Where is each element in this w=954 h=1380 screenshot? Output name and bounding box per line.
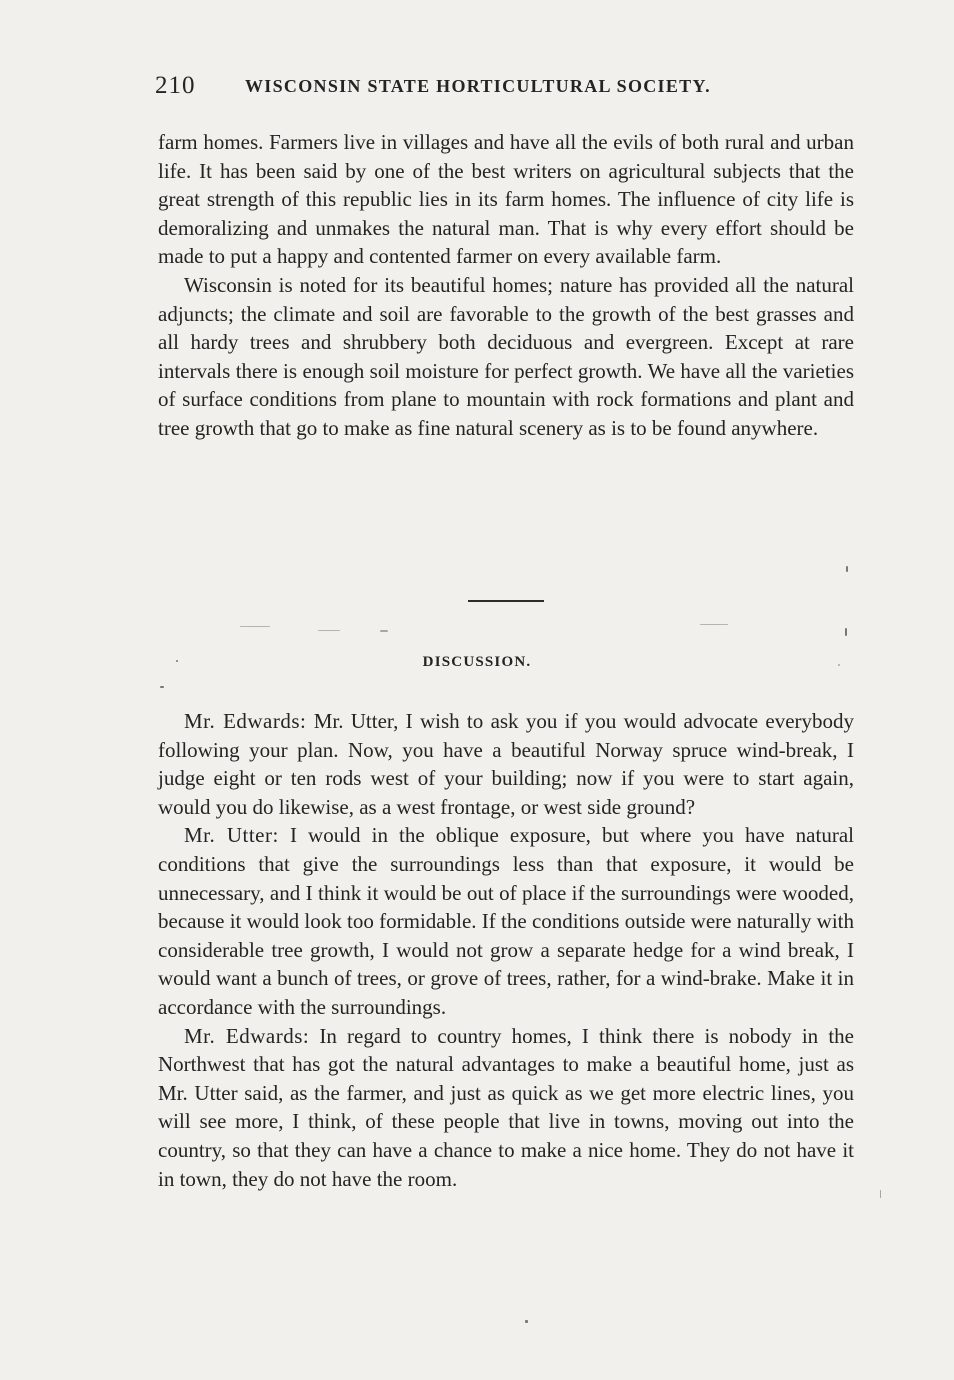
speck xyxy=(318,630,340,631)
speck xyxy=(525,1320,528,1323)
speck xyxy=(380,630,388,632)
speck xyxy=(838,664,840,666)
discussion-exchange xyxy=(158,1022,854,1194)
essay-paragraph: Wisconsin is noted for its beautiful homes; nature has provided all the natural adjuncts; the climate and soil are favorable to the growth of the best grasses and all hardy trees and shrubbery both deciduous and evergreen. Except at rare intervals there is enough soil moisture for perfect growth. We have all the varieties of surface conditions from plane to mountain with rock formations and plant and tree growth that go to make as fine natural scenery as is to be found anywhere. xyxy=(158,272,854,440)
speaker-label: Mr. Utter: xyxy=(184,823,279,848)
speaker-label: Mr. Edwards: xyxy=(184,1023,310,1048)
speaker-label: Mr. Edwards: xyxy=(184,709,307,733)
essay-text xyxy=(158,128,854,443)
speck xyxy=(845,628,847,636)
speck xyxy=(240,626,270,627)
exchange-text: I would in the oblique exposure, but where you have natural conditions that give the surroundings less than that exposure, it would be unnecessary, and I think it would be out of place if the surroundings were wooded, because it would look too formidable. If the conditions outside were naturally with considerable tree growth, I would not grow a separate hedge for a wind break, I would want a bunch of trees, or grove of trees, rather, for a wind-brake. Make it in accordance with the surroundings. xyxy=(158,823,854,1019)
discussion-exchange xyxy=(158,821,854,1021)
speck xyxy=(176,660,178,662)
speck xyxy=(880,1190,881,1198)
essay-paragraph: farm homes. Farmers live in villages and have all the evils of both rural and urban life. It has been said by one of the best writers on agricultural subjects that the great strength of this republic lies in its farm homes. The influence of city life is demoralizing and unmakes the natural man. That is why every effort should be made to put a happy and contented farmer on every available farm. xyxy=(158,130,854,269)
discussion-text xyxy=(158,707,854,1193)
discussion-heading: DISCUSSION. xyxy=(422,654,532,670)
page-number: 210 xyxy=(155,72,196,99)
running-head: WISCONSIN STATE HORTICULTURAL SOCIETY. xyxy=(245,76,711,96)
speck xyxy=(160,686,164,688)
discussion-exchange xyxy=(158,707,854,821)
section-divider xyxy=(468,600,544,602)
speck xyxy=(700,624,728,625)
page-header xyxy=(155,72,855,102)
exchange-text: In regard to country homes, I think there is nobody in the Northwest that has got the natural advantages to make a beautiful home, just as Mr. Utter said, as the farmer, and just as quick as we get more electric lines, you will see more, I think, of these people that live in towns, moving out into the country, so that they can have a chance to make a nice home. They do not have it in town, they do not have the room. xyxy=(158,1023,855,1191)
exchange-text: Mr. Utter, I wish to ask you if you would advocate everybody following your plan. Now, you have a beautiful Norway spruce wind-break, I judge eight or ten rods west of your building; now if you were to start again, would you do likewise, as a west frontage, or west side ground? xyxy=(158,709,855,819)
speck xyxy=(846,566,848,572)
